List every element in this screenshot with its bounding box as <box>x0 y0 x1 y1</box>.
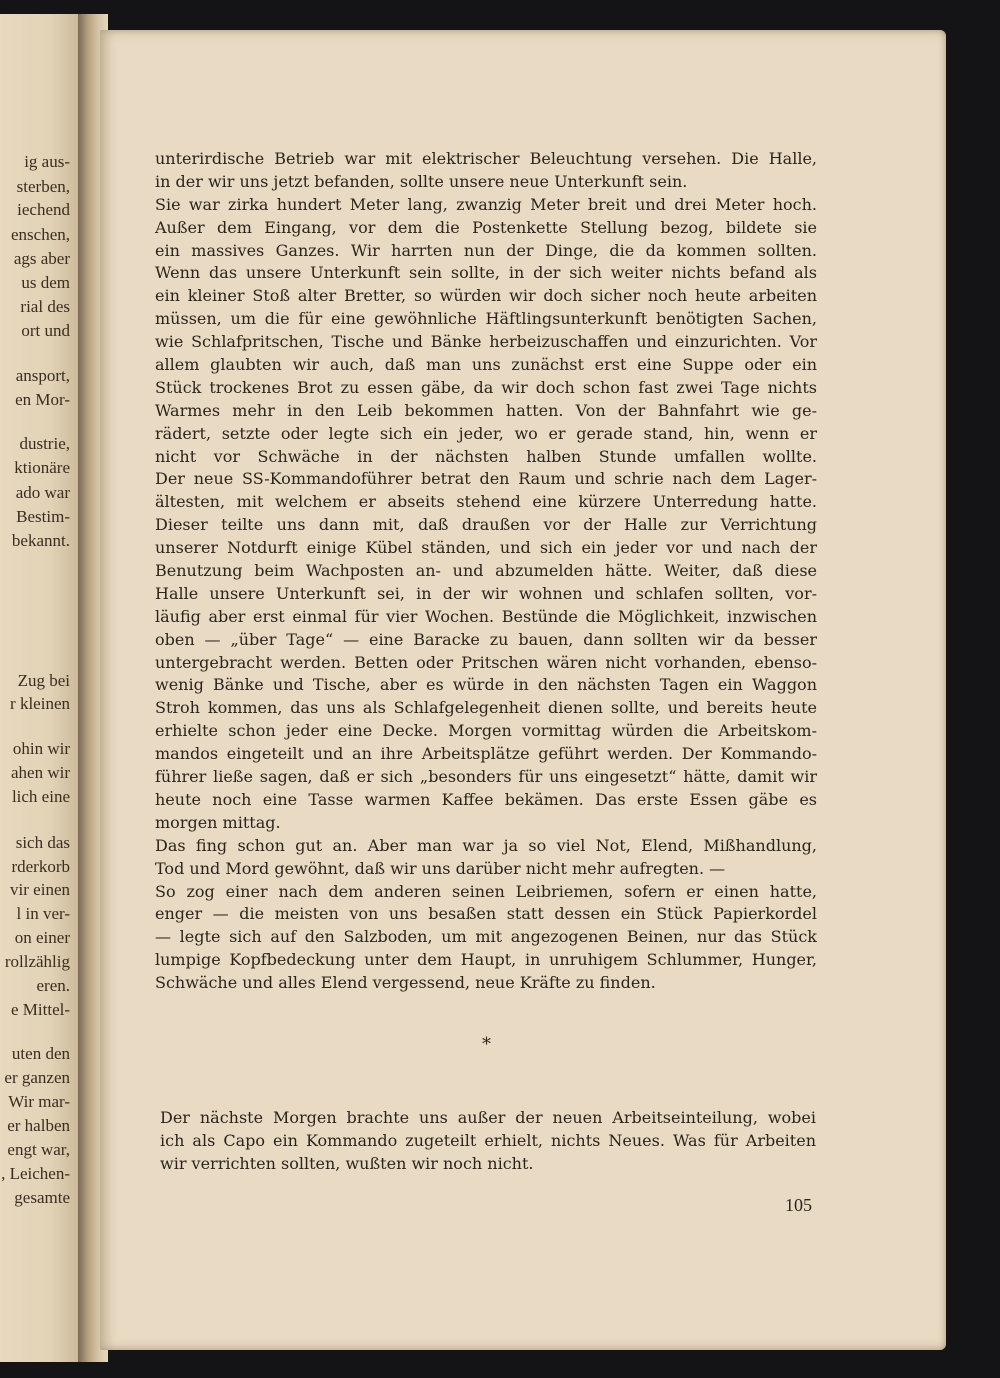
left-page-fragment: bekannt. <box>11 531 70 550</box>
text-line: lumpige Kopfbedeckung unter dem Haupt, in unruhigem Schlummer, Hunger, <box>155 950 817 970</box>
text-line: führer ließe sagen, daß er sich „besonders für uns eingesetzt“ hätte, damit wir <box>155 767 817 787</box>
text-line: läufig aber erst einmal für vier Wochen. Bestünde die Möglichkeit, inzwischen <box>155 606 817 626</box>
left-page-fragment: l in ver- <box>16 904 70 923</box>
text-line: Stück trockenes Brot zu essen gäbe, da wir doch schon fast zwei Tage nichts <box>155 377 817 397</box>
left-page-fragment: ags aber <box>13 249 70 268</box>
left-page-fragment: eren. <box>36 976 70 995</box>
left-page-fragment: ohin wir <box>12 739 70 758</box>
text-line: So zog einer nach dem anderen seinen Leibriemen, sofern er einen hatte, <box>155 881 817 901</box>
text-line: ein kleiner Stoß alter Bretter, so würden wir doch sicher noch heute arbeiten <box>155 286 817 306</box>
left-page-fragment: vir einen <box>10 880 70 899</box>
text-line: rädert, setzte oder legte sich ein jeder, wo er gerade stand, hin, wenn er <box>155 423 817 443</box>
left-page-fragment: engt war, <box>7 1140 70 1159</box>
left-page-fragment: Zug bei <box>17 671 70 690</box>
left-page-fragment: Wir mar- <box>8 1092 70 1111</box>
section-divider: * <box>482 1034 491 1055</box>
left-page-fragment: er halben <box>7 1116 70 1135</box>
left-page-fragment: us dem <box>21 273 70 292</box>
text-line: Schwäche und alles Elend vergessend, neue Kräfte zu finden. <box>155 973 656 993</box>
text-line: Warmes mehr in den Leib bekommen hatten. Von der Bahnfahrt wie ge- <box>155 400 817 420</box>
text-line: wenig Bänke und Tische, aber es würde in den nächsten Tagen ein Waggon <box>155 675 817 695</box>
text-line: müssen, um die für eine gewöhnliche Häftlingsunterkunft benötigten Sachen, <box>155 309 817 329</box>
main-text-block <box>155 148 817 995</box>
text-line: erhielte schon jeder eine Decke. Morgen vormittag würden die Arbeitskom- <box>155 721 817 741</box>
left-page-fragment: Bestim- <box>16 507 70 526</box>
text-line: Tod und Mord gewöhnt, daß wir uns darüber nicht mehr aufregten. — <box>155 858 726 878</box>
text-line: Der nächste Morgen brachte uns außer der neuen Arbeitseinteilung, wobei <box>160 1108 816 1127</box>
text-line: heute noch eine Tasse warmen Kaffee bekämen. Das erste Essen gäbe es <box>155 789 817 809</box>
text-line: Das fing schon gut an. Aber man war ja so viel Not, Elend, Mißhandlung, <box>155 835 817 855</box>
left-page-fragment: uten den <box>11 1044 70 1063</box>
left-page-fragment: er ganzen <box>4 1068 70 1087</box>
left-page-fragment: ktionäre <box>14 458 70 477</box>
left-page-fragment: ig aus- <box>24 152 70 171</box>
left-page-fragment: on einer <box>14 928 70 947</box>
left-page-fragment: sterben, <box>16 177 70 196</box>
text-line: Halle unsere Unterkunft sei, in der wir wohnen und schlafen sollten, vor- <box>155 583 817 603</box>
left-page <box>0 14 84 1362</box>
left-page-fragment: lich eine <box>11 787 70 806</box>
left-page-fragment: , Leichen- <box>1 1164 70 1183</box>
left-page-fragment: e Mittel- <box>10 1000 70 1019</box>
text-line: oben — „über Tage“ — eine Baracke zu bauen, dann sollten wir da besser <box>155 629 817 649</box>
text-line: ältesten, mit welchem er abseits stehend eine kürzere Unterredung hatte. <box>155 492 817 512</box>
left-page-fragment: ahen wir <box>10 763 70 782</box>
text-line: morgen mittag. <box>155 812 281 832</box>
left-page-fragment: ado war <box>15 483 70 502</box>
page-number: 105 <box>785 1195 812 1215</box>
left-page-fragment: enschen, <box>10 225 70 244</box>
text-line: allem glaubten wir auch, daß man uns zunächst erst eine Suppe oder ein <box>155 355 817 375</box>
text-line: ein massives Ganzes. Wir harrten nun der Dinge, die da kommen sollten. <box>155 240 817 260</box>
left-page-fragment: sich das <box>15 833 70 852</box>
left-page-fragment: ort und <box>21 321 70 340</box>
text-line: Außer dem Eingang, vor dem die Postenkette Stellung bezog, bildete sie <box>155 217 817 237</box>
text-line: mandos eingeteilt und an ihre Arbeitsplätze geführt werden. Der Kommando- <box>155 744 817 764</box>
left-page-fragment: dustrie, <box>19 434 70 453</box>
text-line: Wenn das unsere Unterkunft sein sollte, in der sich weiter nichts befand als <box>155 263 817 283</box>
text-line: wir verrichten sollten, wußten wir noch nicht. <box>160 1153 534 1173</box>
left-page-fragment: rollzählig <box>4 952 70 971</box>
text-line: Sie war zirka hundert Meter lang, zwanzig Meter breit und drei Meter hoch. <box>155 194 817 214</box>
text-line: unterirdische Betrieb war mit elektrischer Beleuchtung versehen. Die Halle, <box>155 149 817 168</box>
second-paragraph <box>160 1106 816 1175</box>
text-line: — legte sich auf den Salzboden, um mit angezogenen Beinen, nur das Stück <box>155 927 817 947</box>
left-page-fragment: ansport, <box>15 366 70 385</box>
text-line: wie Schlafpritschen, Tische und Bänke herbeizuschaffen und einzurichten. Vor <box>155 332 817 352</box>
text-line: Benutzung beim Wachposten an- und abzumelden hätte. Weiter, daß diese <box>155 561 817 581</box>
text-line: unserer Notdurft einige Kübel ständen, und sich ein jeder vor und nach der <box>155 538 817 558</box>
text-line: Der neue SS-Kommandoführer betrat den Raum und schrie nach dem Lager- <box>155 469 817 489</box>
text-line: Dieser teilte uns dann mit, daß draußen vor der Halle zur Verrichtung <box>155 515 817 535</box>
text-line: in der wir uns jetzt befanden, sollte unsere neue Unterkunft sein. <box>155 171 688 191</box>
left-page-fragment: rderkorb <box>11 857 70 876</box>
text-line: ich als Capo ein Kommando zugeteilt erhielt, nichts Neues. Was für Arbeiten <box>160 1130 816 1150</box>
left-page-fragment: iechend <box>17 200 70 219</box>
left-page-fragment: gesamte <box>14 1188 70 1207</box>
text-line: enger — die meisten von uns besaßen statt dessen ein Stück Papierkordel <box>155 904 817 924</box>
text-line: Stroh kommen, das uns als Schlafgelegenheit dienen sollte, und bereits heute <box>155 698 817 718</box>
text-line: untergebracht werden. Betten oder Pritschen wären nicht vorhanden, ebenso- <box>155 652 817 672</box>
left-page-fragment: en Mor- <box>15 390 70 409</box>
left-page-fragment: r kleinen <box>10 694 70 713</box>
text-line: nicht vor Schwäche in der nächsten halben Stunde umfallen wollte. <box>155 446 817 466</box>
left-page-fragment: rial des <box>20 297 70 316</box>
